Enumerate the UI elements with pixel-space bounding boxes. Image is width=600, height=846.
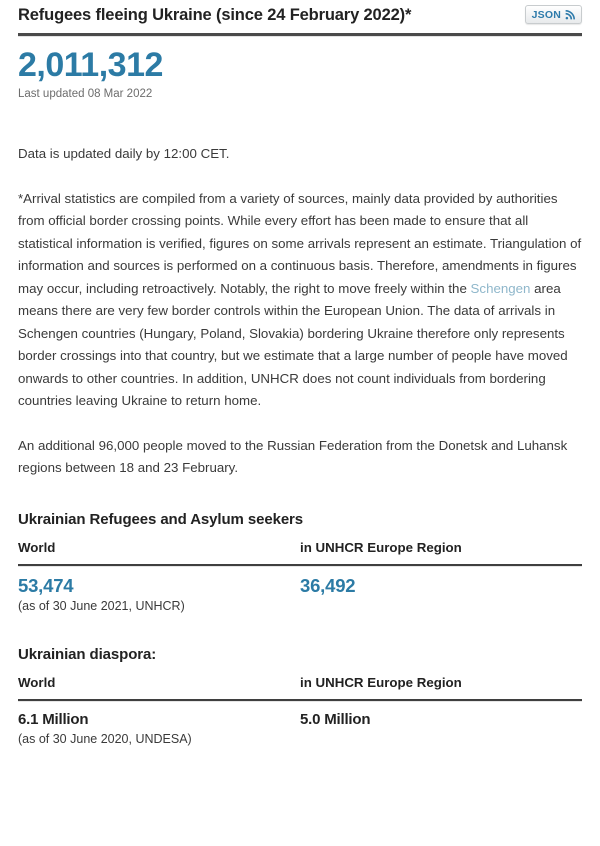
table-divider xyxy=(18,564,582,566)
table-row xyxy=(18,710,582,748)
last-updated-label: Last updated 08 Mar 2022 xyxy=(18,88,153,100)
title-divider xyxy=(18,33,582,36)
stats-table-refugees xyxy=(18,539,582,615)
section-title-refugees: Ukrainian Refugees and Asylum seekers xyxy=(18,510,304,528)
cell-europe xyxy=(300,710,582,748)
value-europe: 36,492 xyxy=(300,574,356,596)
json-badge-label: JSON xyxy=(531,8,561,21)
table-header-row xyxy=(18,539,582,557)
header xyxy=(18,0,582,25)
stats-table-diaspora xyxy=(18,674,582,748)
cell-world xyxy=(18,575,300,615)
table-divider xyxy=(18,699,582,701)
source-note-world: (as of 30 June 2021, UNHCR) xyxy=(18,598,185,613)
column-header-world: World xyxy=(18,539,56,555)
section-refugees-asylum-seekers xyxy=(18,510,582,615)
section-ukrainian-diaspora xyxy=(18,645,582,748)
note-text-part-2: area means there are very few border controls within the European Union. The data of arrivals in Schengen countries (Hungary, Poland, Slovakia) bordering Ukraine therefore only represents border crossings into that country, but we estimate that a large number of people have moved onwards to other countries. In addition, UNHCR does not count individuals from bordering countries leaving Ukraine to return home. xyxy=(18,280,568,408)
additional-movement-note: An additional 96,000 people moved to the Russian Federation from the Donetsk and Luhansk regions between 18 and 23 February. xyxy=(18,437,568,475)
schengen-link[interactable]: Schengen xyxy=(470,280,531,296)
column-header-europe: in UNHCR Europe Region xyxy=(300,674,462,690)
cell-europe xyxy=(300,575,582,615)
table-header-row xyxy=(18,674,582,692)
arrival-statistics-note xyxy=(18,188,582,413)
value-world: 53,474 xyxy=(18,574,74,596)
table-row xyxy=(18,575,582,615)
json-feed-button[interactable] xyxy=(525,5,582,24)
source-note-world: (as of 30 June 2020, UNDESA) xyxy=(18,731,192,746)
rss-feed-icon xyxy=(565,10,575,20)
page-title: Refugees fleeing Ukraine (since 24 February 2022)* xyxy=(18,6,412,24)
update-notice-text: Data is updated daily by 12:00 CET. xyxy=(18,146,230,161)
value-europe: 5.0 Million xyxy=(300,710,371,728)
value-world: 6.1 Million xyxy=(18,710,89,728)
cell-world xyxy=(18,710,300,748)
column-header-world: World xyxy=(18,674,56,690)
section-title-diaspora: Ukrainian diaspora: xyxy=(18,645,157,663)
refugee-count-value: 2,011,312 xyxy=(18,46,163,84)
column-header-europe: in UNHCR Europe Region xyxy=(300,539,462,555)
note-text-part-1: *Arrival statistics are compiled from a variety of sources, mainly data provided by authorities from official border crossing points. While every effort has been made to ensure that all statistical information is verified, figures on some arrivals represent an estimate. Triangulation of information and sources is performed on a continuous basis. Therefore, amendments in figures may occur, including retroactively. Notably, the right to move freely within the xyxy=(18,190,582,296)
